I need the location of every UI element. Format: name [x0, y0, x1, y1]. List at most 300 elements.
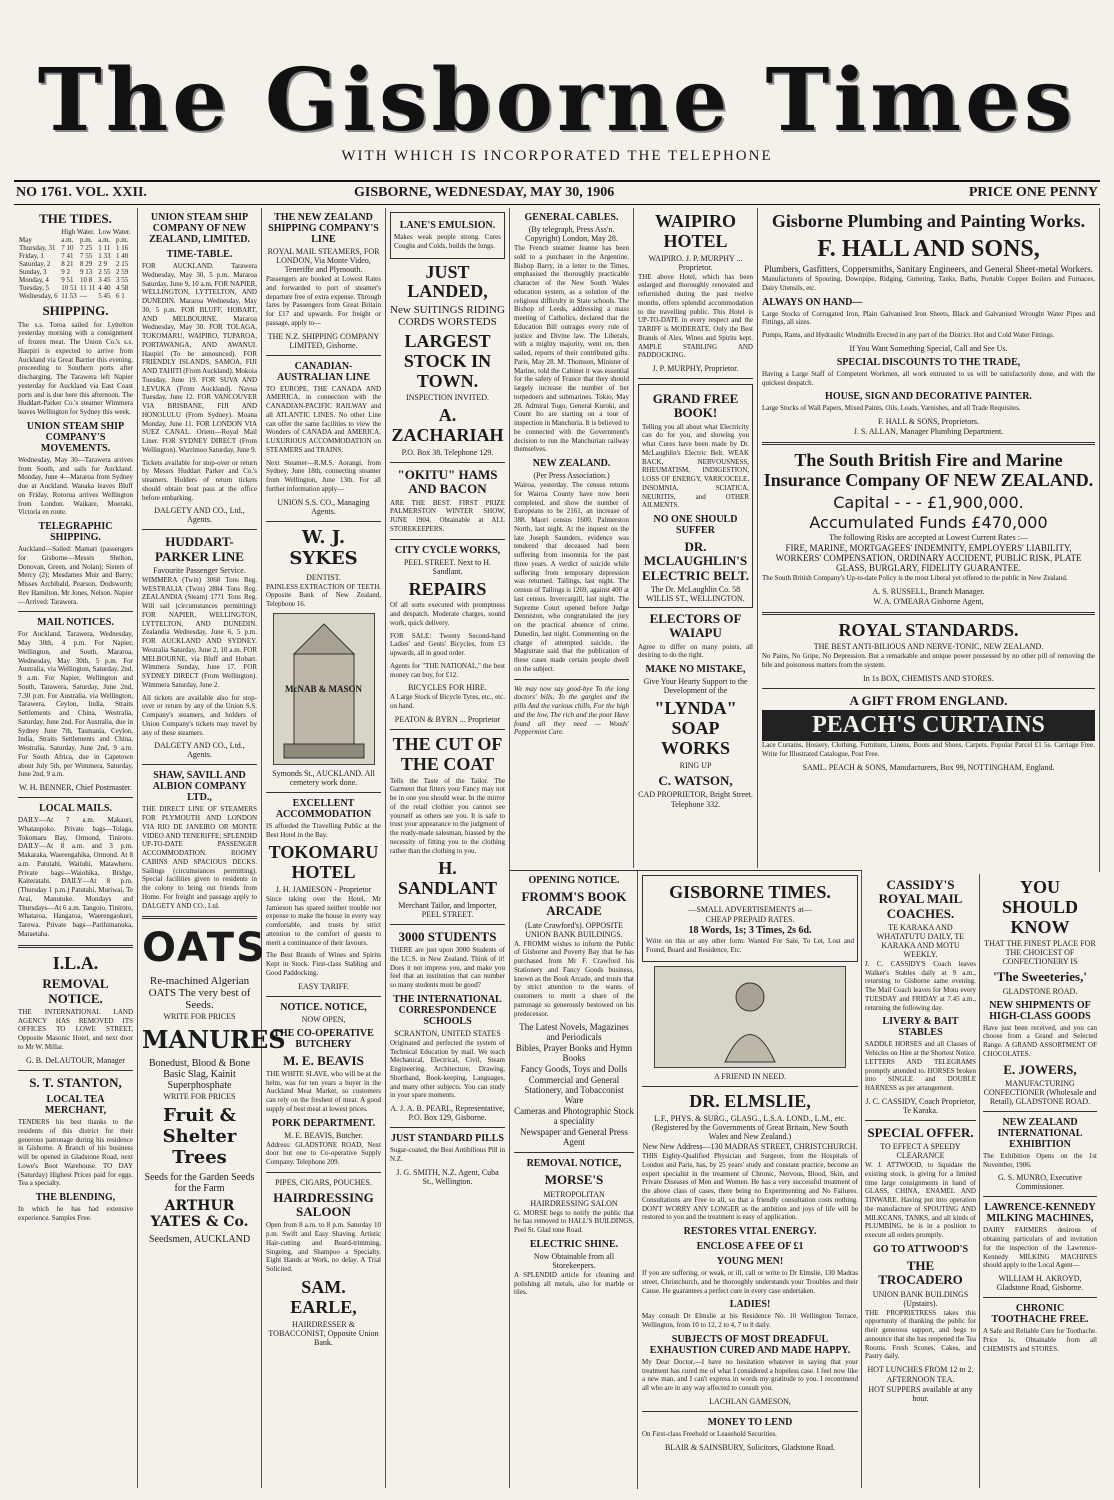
mail-notices-text: For Auckland, Tarawera, Wednesday, May 30th, 4 p.m. For Napier, Wellington, and South, Mararoa, Wednesday, May 30th, 5 p.m. For Australia, via Wellington, Saturday, 2nd, 9 a.m. For Napier, Wellington and South, Tarawera, Saturday, June 2nd, 7.30 p.m. For Australia, via Wellington, Tarawera, Ceylon, India, Straits Settlements and China, Westralia, Saturday, June 2nd. For Australia, due in Sydney June 7th, Tasmania, Ceylon, India, Straits Settlements and China, Westralia, Saturday, June 2nd, 9 a.m. For South Africa, due in Capetown about July 5th, per Wimmera, Saturday, June 2nd, 9 a.m.	[18, 630, 133, 779]
forsale: FOR SALE: Twenty Second-hand Ladies' and Gents' Bicycles, from £3 upwards, all in good order.	[390, 631, 505, 658]
telegraphic-text: Auckland—Sailed: Mamari (passengers for Gisborne—Messrs Shelton, Donovan, Green, and Nolan); Sisters of Mercy (2); Mesdames Muir and Barry; Misses Archibald, Pearson, Dodsworth; Rev Hamilton, Mr Jones, Nelson. Napier—Arrived: Tarawera.	[18, 545, 133, 606]
waipiro-heading: WAIPIRO HOTEL	[654, 211, 736, 251]
tokomaru-text: Since taking over the Hotel, Mr Jamieson has spared neither trouble nor expense to make the house in every way comfortable, and trusts by strict attention to the comfort of guests to merit a continuance of their favours.	[266, 894, 381, 947]
watson-sub: CAD PROPRIETOR, Bright Street.	[638, 789, 753, 799]
risks-note: The South British Company's Up-to-date Policy is the most Liberal yet offered to the public in New Zealand.	[762, 573, 1068, 582]
special-sub: TO EFFECT A SPEEDY CLEARANCE	[880, 1142, 961, 1161]
huddart-text: WIMMERA (Twin) 3068 Tons Reg. WESTRALIA (Twin) 2884 Tons Reg. ZEALANDIA (Steam) 1771 Tons Reg. Will sail (circumstances permitting): FOR NAPIER, WELLINGTON, LYTTELTON, AND DUNEDIN. Zealandia Wednesday, June 6, 5 p.m. FOR AUCKLAND AND SYDNEY. Westralia Saturday, June 2, 10 a.m. FOR MELBOURNE, via Bluff and Hobart. Wimmera Sunday, June 17. FOR SYDNEY DIRECT (From Wellington). Wimmera Saturday, June 2.	[142, 575, 257, 689]
lane-heading: LANE'S EMULSION.	[399, 220, 496, 231]
trocadero: THE TROCADERO	[878, 1257, 963, 1288]
masthead	[14, 10, 1100, 200]
cpr-heading: CANADIAN-AUSTRALIAN LINE	[276, 360, 371, 383]
pills-text: Sugar-coated, the Best Antibilious Pill in N.Z.	[390, 1146, 505, 1163]
friend-illustration	[654, 966, 846, 1068]
blending-heading: THE BLENDING,	[35, 1192, 116, 1204]
nzsc-agents: THE N.Z. SHIPPING COMPANY LIMITED, Gisborne.	[267, 331, 380, 350]
house-text: Large Stocks of Wall Papers, Mixed Paints, Oils, Leads, Varnishes, and all Trade Requisites.	[762, 404, 1021, 413]
notice-heading: NOTICE. NOTICE,	[280, 1001, 367, 1013]
electric-text: Now Obtainable from all Storekeepers.	[533, 1251, 615, 1270]
livery: LIVERY & BAIT STABLES	[882, 1016, 959, 1039]
tides-cell: 6 1	[115, 292, 125, 301]
fromm-text: A. FROMM wishes to inform the Public of Gisborne and Poverty Bay that he has purchased from Mr F. Crawford his Stationery and Fancy Goods business, known as the Book Arcade, and trusts that by strict attention to the wants of customers to merit a share of the patronage so generously bestowed on his predecessor.	[514, 939, 634, 1018]
stanton-sub: LOCAL TEA MERCHANT,	[44, 1094, 107, 1117]
new-ship-text: Have just been received, and you can choose from a Grand and Selected Range. A GRAND ASSORTMENT OF CHOCOLATES.	[983, 1023, 1097, 1058]
newspaper-page	[14, 10, 1100, 1490]
tides-row	[18, 276, 133, 284]
dateline-bar	[14, 180, 1100, 205]
sbf-heading: The South British Fire and Marine Insurance Company OF NEW ZEALAND.	[763, 450, 1094, 490]
earle-sub: HAIRDRESSER & TOBACCONIST, Opposite Union Bank.	[268, 1319, 379, 1347]
now-open: NOW OPEN,	[301, 1014, 346, 1024]
newspaper-title: The Gisborne Times	[37, 50, 1077, 151]
earle-heading: SAM. EARLE,	[290, 1276, 357, 1317]
toothache: CHRONIC TOOTHACHE FREE.	[991, 1303, 1089, 1326]
ring-up: RING UP	[679, 760, 712, 770]
waipiro-sign: J. P. MURPHY, Proprietor.	[652, 364, 739, 374]
mcl-heading: DR. MCLAUGHLIN'S ELECTRIC BELT.	[642, 539, 749, 583]
waipiro-sub: WAIPIRO. J. P. MURPHY ... Proprietor.	[648, 253, 743, 272]
jowers: E. JOWERS,	[1003, 1061, 1077, 1077]
hire-text: A Large Stock of Bicycle Tyres, etc., etc. on hand.	[390, 693, 505, 711]
cables-text: The French steamer Jeanne has been sold to a purchaser in the Argentine. Bishop Barry, in a letter to the Times, emphasised the thoroughly practicable character of the New South Wales education system, as a solution of the religious difficulty in State schools. The Bishop of Leeds, addressing a mass meeting of Catholics, declared that the Education Bill outrages every rule of justice and Divine law. The Liberals, with a mighty majority, went on, then sailed, reports of their contributed gifts. Paris, May 28. M. Thomson, Minister of Marine, told the Cabinet it was essential for the safety of France that they should largely increase the number of her torpedoers and submarines. Tokio, May 28. Admiral Togo, General Kuroki, and Count Ito are starting on a tour of inspection in Manchuria. It is believed to be connected with the Government's decision to run the Manchurian railway themselves.	[514, 244, 629, 454]
times-sub: —SMALL ADVERTISEMENTS at—	[688, 904, 812, 914]
shipping-heading: SHIPPING.	[42, 303, 109, 319]
tides-cell: 10 51	[61, 284, 78, 293]
hair-text: Open from 8 a.m. to 8 p.m. Saturday 10 p.m. Swift and Easy Shaving. Artistic Hair-cutting and Beard-trimming, Singeing, and Shampoo a Specialty. Eight Hands at Work, no delay. A Trial Solicited.	[266, 1221, 381, 1274]
nz-text: Wairoa, yesterday. The census returns for Wairoa County have now been completed, and show the number of Europeans to be 2161, an increase of 388. Maori census 1600. Palmerston North, last night. At the inquest on the late Joseph Saunders, evidence was tendered that deceased had been suffering from insomnia for the past three years. A verdict of suicide while suffering from temporary depression was returned. Tailings, last night. The census of Tailings is 1269, against 400 at last census. Invercargill, last night. The Supreme Court opened before Judge Denniston, who congratulated the jury on the practical absence of crime. Dunedin, last night. Commenting on the charge of attempted suicide, the Magistrate said that the publication of these cases made certain people dwell on the subject.	[514, 481, 629, 673]
pills-heading: JUST STANDARD PILLS	[391, 1133, 504, 1145]
gift-heading: A GIFT FROM ENGLAND.	[849, 692, 1008, 708]
shaw-heading: SHAW, SAVILL AND ALBION COMPANY LTD.,	[152, 770, 247, 804]
issue-number: NO 1761. VOL. XXII.	[16, 185, 147, 200]
tides-cell: 7 41	[61, 252, 74, 261]
always-text: Large Stocks of Corrugated Iron, Plain Galvanised Iron Sheets, Black and Galvanised Wrought Water Pipes and Fittings, all sizes.	[762, 309, 1095, 327]
tides-cell: Sunday, 3	[19, 268, 47, 277]
fromm-list-1: The Latest Novels, Magazines and Periodicals	[519, 1022, 629, 1043]
telephone: Telephone 332.	[670, 799, 721, 809]
times-heading: GISBORNE TIMES.	[669, 882, 831, 902]
sweeteries-head: YOU SHOULD KNOW	[1001, 877, 1079, 937]
mail-notices-heading: MAIL NOTICES.	[37, 617, 114, 629]
fromm-list-5: Cameras and Photographic Stock a speciality	[514, 1106, 634, 1127]
hall-heading: F. HALL AND SONS,	[817, 235, 1040, 262]
local-mails-heading: LOCAL MAILS.	[39, 803, 112, 815]
cpr-note: Next Steamer—R.M.S. Aorangi, from Sydney, June 18th, connecting steamer from Wellington, June 13th. For all further information apply—	[266, 458, 381, 493]
tides-cell: Thursday, 31	[19, 244, 56, 253]
splendid: A SPLENDID article for cleaning and polishing all metals, also for marble or tiles.	[514, 1270, 634, 1297]
beavis-text: THE WHITE SLAVE, who will be at the helm, was for ten years a buyer in the Auckland Meat Market, so customers can rely on the freshest of meat. A good supply of best meat at lowest prices.	[266, 1069, 381, 1113]
blending-text: In which he has had extensive experience. Samples Free.	[18, 1205, 133, 1222]
morse-text: G. MORSE begs to notify the public that he has removed to HALL'S BUILDINGS, Peel St. Glad tone Road.	[514, 1208, 634, 1235]
cycle-addr: PEEL STREET. Next to H. Sandlant.	[403, 557, 492, 576]
nzsc-text: Passengers are booked at Lowest Rates and forwarded to port of steamer's departure free of extra expense. Through fares by Passengers from Great Britain for £17 and upwards. For freight or passage, apply to—	[266, 275, 381, 327]
livery-text: SADDLE HORSES and all Classes of Vehicles on Hire at the Shortest Notice. LETTERS AND TELEGRAMS promptly attended to. HORSES broken into SINGLE and DOUBLE HARNESS as per arrangement.	[865, 1040, 976, 1093]
nzsc-heading: THE NEW ZEALAND SHIPPING COMPANY'S LINE	[268, 212, 379, 245]
fromm-list-6: Newspaper and General Press Agent	[520, 1127, 628, 1148]
mclaughlin-ad	[638, 384, 753, 608]
column-2	[138, 208, 286, 1488]
tides-cell: Friday, 1	[19, 252, 44, 261]
removal-heading: REMOVAL NOTICE.	[42, 976, 109, 1006]
russell: A. S. RUSSELL, Branch Manager.	[872, 586, 985, 596]
tides-cell: 3 55	[115, 276, 129, 285]
removal-sign: G. B. DeLAUTOUR, Manager	[26, 1055, 125, 1065]
exhibition-text: The Exhibition Opens on the 1st November, 1906.	[983, 1151, 1097, 1169]
tides-row	[18, 252, 133, 260]
tides-cell: 5 45	[98, 292, 111, 301]
lynda-heading: "LYNDA" SOAP WORKS	[654, 698, 737, 758]
tides-heading: THE TIDES.	[39, 211, 112, 226]
subjects-text: My Dear Doctor,—I have no hesitation whatever in saying that your treatment has cured me of what I considered a hopeless case. I feel now like a new man, and I can't express in words my gratitude to you. I recommend all who are in any way affected to consult you.	[642, 1357, 858, 1393]
centre-right-col	[642, 871, 858, 1489]
oats-text: Re-machined Algerian OATS The very best of Seeds.	[148, 975, 251, 1012]
cassidy-text: J. C. CASSIDY'S Coach leaves Walker's Stables daily at 9 a.m., returning to Gisborne same evening. The Mail Coach leaves for Motu every TUESDAY and FRIDAY at 7.45 a.m., returning the following day.	[865, 959, 976, 1012]
risks: The following Risks are accepted at Lowest Current Rates :—	[829, 532, 1028, 542]
issue-date: GISBORNE, WEDNESDAY, MAY 30, 1906	[354, 185, 615, 200]
cassidy-col	[862, 874, 980, 1488]
cut-heading: THE CUT OF THE COAT	[392, 733, 503, 774]
tides-row	[18, 284, 133, 292]
landed-heading: JUST LANDED,	[407, 261, 488, 302]
money-text: On First-class Freehold or Leasehold Securities.	[642, 1429, 777, 1438]
elmslie-heading: DR. ELMSLIE,	[689, 1091, 811, 1112]
pills-sign: J. G. SMITH, N.Z. Agent, Cuba St., Wellington.	[396, 1167, 499, 1186]
yates-name: ARTHUR YATES & Co.	[150, 1198, 249, 1231]
toothache-text: A Safe and Reliable Cure for Toothache. Price 1s. Obtainable from all CHEMISTS and STORES.	[983, 1327, 1097, 1353]
column-6	[634, 208, 758, 868]
manures-heading: MANURES	[142, 1025, 286, 1055]
tides-cell: Monday, 4	[19, 276, 49, 285]
ics-text: Originated and perfected the system of Technical Education by mail. We teach Mechanical, Electrical, Civil, Steam Engineering, Architecture, Drawing, Shorthand, Book-keeping, Languages, and many other subjects. You can study in your spare moments.	[390, 1038, 505, 1100]
tides-row	[18, 236, 133, 244]
fromm-list-2: Bibles, Prayer Books and Hymn Books	[515, 1043, 633, 1064]
enclose-fee: ENCLOSE A FEE OF £1	[696, 1241, 804, 1253]
sykes-heading: W. J. SYKES	[289, 526, 358, 569]
huddart-heading: HUDDART-PARKER LINE	[155, 534, 244, 564]
timetable-heading: TIME-TABLE.	[166, 249, 233, 260]
trocadero-text: THE PROPRIETRESS takes this opportunity of thanking the public for their generous support, and begs to announce that she has reopened the Tea Rooms. Fresh Scones, Cakes, and Pastry daily.	[865, 1308, 976, 1361]
column-4	[386, 208, 510, 1488]
tides-cell: 2 15	[115, 260, 129, 269]
grand-free: GRAND FREE BOOK!	[652, 391, 739, 421]
ics-sub: SCRANTON, UNITED STATES	[394, 1028, 501, 1038]
discounts-text: Having a Large Staff of Competent Workmen, all work entrusted to us will be satisfactorily done, and with the quickest despatch.	[762, 369, 1095, 387]
tides-cell: 4 58	[115, 284, 129, 293]
morse-sub: METROPOLITAN HAIRDRESSING SALON	[530, 1189, 618, 1208]
sweeteries: 'The Sweeteries,'	[993, 969, 1087, 985]
tokomaru-sub: The Best Brands of Wines and Spirits Kept in Stock. First-class Stabling and Good Paddocking.	[266, 951, 381, 977]
rates-text: Write on this or any other form: Wanted For Sale, To Let, Lost and Found, Board and Residence, Etc.	[646, 936, 854, 954]
royal-heading: ROYAL STANDARDS.	[838, 619, 1019, 640]
tides-cell: a.m.	[98, 236, 111, 245]
removal-notice: REMOVAL NOTICE,	[526, 1158, 622, 1170]
tides-cell: 9 13	[80, 268, 93, 277]
centre-left-col	[514, 871, 638, 1489]
newspaper-subtitle: WITH WHICH IS INCORPORATED THE TELEPHONE	[341, 148, 773, 164]
pipes: PIPES, CIGARS, POUCHES.	[275, 1177, 372, 1187]
nz-heading: NEW ZEALAND.	[532, 458, 611, 469]
column-5	[510, 208, 634, 868]
suppers: HOT SUPPERS available at any hour.	[868, 1385, 973, 1404]
pumps: Pumps, Rams, and Hydraulic Windmills Erected in any part of the District. Hot and Cold Water Fittings.	[762, 331, 1055, 340]
tides-cell: 9 2	[61, 268, 71, 277]
national: Agents for "THE NATIONAL," the best money can buy, for £12.	[390, 661, 505, 679]
royal-sub: THE BEST ANTI-BILIOUS AND NERVE-TONIC, NEW ZEALAND.	[813, 642, 1044, 652]
students-text: THERE are just upon 3000 Students of the I.C.S. in New Zealand. Think of it! Does it not impress you, and make you feel that an institution that can number so many students must be good?	[390, 946, 505, 990]
gift-text: Lace Curtains, Hosiery, Clothing, Furniture, Linens, Boots and Shoes, Carpets. Popular Parcel £1 5s. Carriage Free. Write for Illustrated Catalogue, Post Free.	[762, 741, 1095, 758]
new-ship: NEW SHIPMENTS OF HIGH-CLASS GOODS	[989, 999, 1091, 1022]
young-text: If you are suffering, or weak, or ill, call or write to Dr Elmslie, 130 Madras street, Christchurch, and he thoroughly understands your Troubles and their Cause. He guarantees a perfect cure in every case undertaken.	[642, 1269, 858, 1295]
fromm-sub: (Late Crawford's). OPPOSITE UNION BANK BUILDINGS.	[524, 920, 624, 939]
zachariah-addr: P.O. Box 38. Telephone 129.	[401, 448, 494, 458]
excellent-heading: EXCELLENT ACCOMMODATION	[275, 797, 372, 820]
gameson: LACHLAN GAMESON,	[709, 1396, 791, 1406]
munro: G. S. MUNRO, Executive Commissioner.	[998, 1173, 1082, 1192]
stanton-text: TENDERS his best thanks to the residents of this district for their generous patronage during his residence in Gisborne. A Branch of his business will be opened in Gladstone Road, next Lowe's Boot Warehouse. TO DAY (Saturday) Highest Prices paid for eggs. Tea a specialty.	[18, 1118, 133, 1188]
fromm-list-4: Commercial and General Stationery, and Tobacconist Ware	[524, 1075, 624, 1106]
electors-text: Agree to differ on many points, all desiring to do the right.	[638, 642, 753, 660]
elmslie-quals: L.F., PHYS. & SURG., GLASG., L.S.A. LOND., L.M., etc. (Registered by the Governments of Great Britain, New South Wales and New Zealand.)	[651, 1114, 849, 1142]
tides-cell: p.m.	[115, 236, 129, 245]
trocadero-sub: UNION BANK BUILDINGS (Upstairs).	[872, 1289, 969, 1308]
exhibition-heading: NEW ZEALAND INTERNATIONAL EXHIBITION	[997, 1116, 1083, 1150]
tariff: EASY TARIFF.	[298, 981, 349, 991]
funds: Accumulated Funds £470,000	[809, 512, 1048, 532]
afternoon: AFTERNOON TEA.	[886, 1375, 955, 1385]
tides-cell: 7 55	[80, 252, 93, 261]
elmslie-text: THIS Eighty-Qualified Physician and Surgeon, from the Hospitals of London and Paris, has, by 25 years' study and constant practice, become an expert specialist in the treatment of Chronic, Nervous, Blood, Skin, and Private Diseases of Men and Women. He has a very successful treatment of the above class of cases, there being no Experimenting and No Failures. Consultations are Free to all, so that a friendly consultation costs nothing. DON'T WORRY ANY LONGER as the ambition and joys of life will be restored to you and the treatment is easy of application.	[642, 1152, 858, 1222]
repairs-heading: REPAIRS	[408, 578, 487, 599]
repairs-text: Of all sorts executed with promptness and despatch. Moderate charges, sound work, quick delivery.	[390, 601, 505, 627]
students-heading: 3000 STUDENTS	[398, 928, 497, 944]
centre-block	[510, 870, 862, 1488]
tides-col-high: High Water.	[61, 228, 95, 237]
support: Give Your Hearty Support to the Development of the	[643, 677, 748, 696]
column-7-lower	[862, 874, 1100, 1488]
peaton: PEATON & BYRN ... Proprietor	[394, 714, 501, 724]
go-to: GO TO ATTWOOD'S	[872, 1243, 969, 1255]
shaw-text: THE DIRECT LINE OF STEAMERS FOR PLYMOUTH AND LONDON VIA RIO DE JANEIRO OR MONTE VIDEO AND TENERIFFE; SPLENDID UP-TO-DATE PASSENGER ACCOMMODATION. ROOMY CABINS AND SPACIOUS DECKS. Sailings (circumstances permitting). Special facilities given to residents in the colony to bring out friends from Home. For freight and passage apply to DALGETY AND CO., Ltd.	[142, 805, 257, 910]
local-mails-text: DAILY—At 7 a.m. Makauri, Whataupoko. Private bags—Tolaga, Tokomaru Bay, Ormond, Tiniroto. DAILY—At 8 a.m. and 3 p.m. Makaraka, Waerengahika, Ormond. At 8 a.m. Patutahi, Waituhi, Matawhero. Private bags—Waiohika, Bridge, Kaiteratahi. DAILY—At 8 p.m. (Thursday 1 p.m.) Patutahi, Muriwai, Te Arai, Manutuke. Mondays and Thursdays—At 6 a.m. Tangoio, Tiniroto, Whataroa, Hangaroa, Waerengaokuri, Tarewa. Private bags—Parihimanuka, Maraetaha.	[18, 816, 133, 938]
peach: SAML. PEACH & SONS, Manufacturers, Box 99, NOTTINGHAM, England.	[802, 762, 1055, 772]
tides-cell: Tuesday, 5	[19, 284, 50, 293]
tokomaru-heading: TOKOMARU HOTEL	[268, 842, 379, 883]
sykes-sub: DENTIST.	[306, 572, 341, 582]
omeara: W. A. O'MEARA Gisborne Agent,	[873, 596, 984, 606]
column-1	[14, 208, 138, 1488]
huddart-note: All tickets are available also for stop-over or return by any of the Union S.S. Company's steamers, and holders of Union Company's tickets may travel by any of these steamers.	[142, 693, 257, 737]
issue-price: PRICE ONE PENNY	[968, 185, 1098, 200]
milking-heading: LAWRENCE-KENNEDY MILKING MACHINES,	[984, 1202, 1096, 1225]
tides-cell: Saturday, 2	[19, 260, 51, 269]
money-heading: MONEY TO LEND	[707, 1416, 793, 1428]
write-for-prices-2: WRITE FOR PRICES	[163, 1092, 236, 1102]
tides-cell: 8 21	[61, 260, 74, 269]
tides-cell: May	[19, 236, 32, 245]
ladies-text: May consult Dr Elmslie at his Residence No. 10 Wellington Terrace, Wellington, from 10 to 12, 2 to 4, 7 to 8 daily.	[642, 1312, 858, 1330]
cables-sub: (By telegraph, Press Ass'n. Copyright) London, May 28.	[525, 225, 618, 243]
subjects: SUBJECTS OF MOST DREADFUL EXHAUSTION CURED AND MADE HAPPY.	[649, 1333, 851, 1356]
tides-cell: 8 29	[80, 260, 93, 269]
sykes-text: PAINLESS EXTRACTION OF TEETH. Opposite Bank of New Zealand, Telephone 16.	[266, 582, 381, 608]
manures-text: Bonedust, Blood & Bone Basic Slag, Kainit Superphosphate	[148, 1058, 251, 1092]
tides-cell: 10 8	[80, 276, 93, 285]
mail-notices-sign: W. H. BENNER, Chief Postmaster.	[18, 783, 133, 793]
sallan: J. S. ALLAN, Manager Plumbing Department.	[853, 427, 1004, 437]
landed-text: New SUITINGS RIDING CORDS WORSTEDS	[390, 304, 505, 329]
waipiro-text: THE above Hotel, which has been enlarged and thoroughly renovated and refurnished during the past twelve months, offers splendid accommodation to the travelling public. This Hotel is UP-TO-DATE in every respect and the TARIFF is MODERATE. Only the Best Brands of Ales, Wines and Spirits kept. AMPLE STABLING AND PADDOCKING.	[638, 272, 753, 360]
electric: ELECTRIC SHINE.	[529, 1238, 619, 1250]
tides-row	[18, 260, 133, 268]
lane-text: Makes weak people strong. Cures Coughs and Colds, builds the lungs.	[394, 233, 501, 250]
excellent-text: IS afforded the Travelling Public at the Best Hotel in the Bay.	[266, 821, 381, 839]
tides-cell: 1 33	[98, 252, 111, 261]
hire: BICYCLES FOR HIRE.	[408, 683, 487, 693]
tides-col-low: Low Water.	[98, 228, 131, 237]
columns	[14, 208, 1100, 1488]
timetable-text: FOR AUCKLAND. Tarawera Wednesday, May 30, 5 p.m. Mararoa Saturday, June 9, 10 a.m. FOR NAPIER, WELLINGTON, LYTTELTON, AND DUNEDIN. Mararoa Wednesday, May 30, 5 p.m. FOR BLUFF, HOBART, AND MELBOURNE. Mararoa Wednesday, May 30. FOR TOLAGA, TOKOMARU, WAIPIRO, TUPAROA, PORTAWANGA, AND AWANUI. Haupiri (To be announced). FOR FRIENDLY ISLANDS, SAMOA, FIJI AND TAHITI (From Auckland). Mokoia Tuesday, June 19. FOR SUVA AND LEVUKA (From Auckland). Navua Tuesday, June 12. FOR VANCOUVER VIA BRISBANE, FIJI AND HONOLULU (From Sydney). Moana Monday, June 11. FOR LONDON VIA SUEZ CANAL. Orient—Royal Mail Liner. FOR SYDNEY DIRECT (From Wellington). Warrimoo Saturday, June 9.	[142, 262, 257, 454]
cpr-text: TO EUROPE, THE CANADA AND AMERICA, in connection with the CANADIAN-PACIFIC RAILWAY and all ATLANTIC LINES. No other Line can offer the same facilities to view the Wonders of CANADA and AMERICA. LUXURIOUS ACCOMMODATION on STEAMERS and TRAINS.	[266, 384, 381, 454]
huddart-sub: Favourite Passenger Service.	[153, 565, 246, 575]
risks-list: FIRE, MARINE, MORTGAGEES' INDEMNITY, EMPLOYERS' LIABILITY, WORKERS' COMPENSATION, ORDINARY ACCIDENT, PUBLIC RISK, PLATE GLASS, BURGLARY, FIDELITY GUARANTEE.	[775, 542, 1082, 573]
friend-caption: A FRIEND IN NEED.	[714, 1072, 786, 1082]
ladies: LADIES!	[729, 1299, 771, 1311]
milking-text: DAIRY FARMERS desirous of obtaining particulars of and invitation for the inspection of the Lawrence-Kennedy MILKING MACHINES should apply to the Local Agent—	[983, 1226, 1097, 1270]
stanton-heading: S. T. STANTON,	[29, 1074, 122, 1090]
tides-cell: —	[80, 292, 88, 301]
royal-price: In 1s BOX, CHEMISTS AND STORES.	[863, 673, 994, 683]
elmslie-addr: New New Address—130 MADRAS STREET, CHRISTCHURCH.	[642, 1142, 858, 1152]
okitu-heading: "OKITU" HAMS AND BACON	[397, 467, 498, 497]
column-7	[758, 208, 1100, 872]
removal-text: THE INTERNATIONAL LAND AGENCY HAS REMOVED ITS OFFICES TO LOWE STREET, Opposite Masonic Hotel, and next door to Mr W. Millar.	[18, 1007, 133, 1051]
cassidy-heading: CASSIDY'S ROYAL MAIL COACHES.	[878, 877, 963, 921]
beavis-addr: Address: GLADSTONE ROAD, Next door but one to Co-operative Supply Company. Telephone 209.	[266, 1140, 381, 1167]
shipping-text: The s.s. Toroa sailed for Lyttelton yesterday morning with a consignment of frozen meat. The Union Co.'s s.s. Haupiri is expected to arrive from Auckland via Great Barrier this evening, proceeding to Southern ports after discharging. The Tarawera left Napier yesterday for Auckland via East Coast ports and is due here this afternoon. The Huddart-Parker Co.'s steamer Wimmera leaves Wellington for Sydney this week.	[18, 320, 133, 417]
inspection: INSPECTION INVITED.	[405, 393, 490, 403]
tides-row	[18, 244, 133, 252]
money-sign: BLAIR & SAINSBURY, Solicitors, Gladstone Road.	[664, 1442, 836, 1452]
royal-text: No Pains, No Gripe, No Depression. But a remarkable and unique power possessed by no other pill of removing the bile and poisonous matters from the system.	[762, 652, 1095, 670]
mistake: MAKE NO MISTAKE,	[645, 664, 746, 676]
tides-cell: 11 53	[61, 292, 77, 301]
cassidy-sub: TE KARAKA AND WHATATUTU DAILY, TE KARAKA AND MOTU WEEKLY.	[876, 922, 965, 959]
capital: Capital - - - £1,900,000.	[833, 492, 1024, 512]
young-men: YOUNG MEN!	[716, 1256, 784, 1268]
zachariah: A. ZACHARIAH	[391, 405, 504, 446]
grog-verse: We may now say good-bye To the long doctors' bills, To the gargles and the pills And the various chills, For the high and the low, The rich and the poor Have found all they need — Woods' Peppermint Cure.	[514, 684, 629, 737]
vital-energy: RESTORES VITAL ENERGY.	[683, 1226, 817, 1238]
gladstone: GLADSTONE ROAD.	[1002, 986, 1078, 996]
beavis-sign: M. E. BEAVIS, Butcher.	[284, 1130, 363, 1140]
jowers-sub: MANUFACTURING CONFECTIONER (Wholesale and Retail), GLADSTONE ROAD.	[983, 1078, 1097, 1106]
opening: OPENING NOTICE.	[528, 875, 620, 886]
tides-cell: 7 25	[80, 244, 93, 253]
tides-cell: a.m.	[61, 236, 74, 245]
union-movements-text: Wednesday, May 30—Tarawera arrives from South, and sails for Auckland. Monday, June 4—Mararoa from Sydney due at Auckland. Wanaka leaves Bluff on Friday. Rotorua arrives Wellington from London. Waikare, Moeraki, Victoria en route.	[18, 455, 133, 517]
small-ads-box	[642, 875, 858, 962]
pork-heading: PORK DEPARTMENT.	[271, 1117, 376, 1129]
tides-cell: p.m.	[80, 236, 93, 245]
cycle-heading: CITY CYCLE WORKS,	[394, 544, 501, 556]
rates: 18 Words, 1s; 3 Times, 2s 6d.	[688, 924, 812, 936]
ics-sign: A. J. A. B. PEARL, Representative, P.O. Box 129, Gisborne.	[390, 1104, 505, 1123]
hall-text: Manufacturers of Spouting, Downpipe, Ridging, Guttering, Tanks, Baths, Portable Copper Boilers and Furnaces, Dairy Utensils, etc.	[762, 275, 1095, 292]
tides-cell: 1 40	[115, 252, 129, 261]
tides-cell: 1 11	[98, 244, 111, 253]
tides-cell: 2 59	[115, 268, 129, 277]
mcnab-heading: McNAB & MASON	[285, 683, 362, 694]
fromm-heading: FROMM'S BOOK ARCADE	[521, 889, 627, 919]
tides-row	[18, 292, 133, 300]
fruit-heading: Fruit & Shelter Trees	[162, 1105, 237, 1169]
tides-cell: 11 11	[80, 284, 96, 293]
hall-sub: Plumbers, Gasfitters, Coppersmiths, Sanitary Engineers, and General Sheet-metal Workers.	[764, 264, 1093, 275]
want: If You Want Something Special, Call and See Us.	[849, 343, 1008, 353]
ics-heading: THE INTERNATIONAL CORRESPONDENCE SCHOOLS	[393, 993, 502, 1027]
cables-heading: GENERAL CABLES.	[524, 212, 619, 223]
hair-heading: HAIRDRESSING SALOON	[273, 1189, 374, 1220]
timetable-note: Tickets available for stop-over or return by Messrs Huddart Parker and Co.'s steamers. Holders of return tickets should obtain boat pass at the office before embarking.	[142, 458, 257, 502]
morse-heading: MORSE'S	[544, 1172, 604, 1188]
sweeteries-col	[980, 874, 1100, 1488]
oats-heading: OATS	[142, 925, 267, 972]
nzsc-sub: ROYAL MAIL STEAMERS, FOR LONDON, Via Monte Video, Teneriffe and Plymouth.	[267, 247, 380, 274]
house: HOUSE, SIGN AND DECORATIVE PAINTER.	[825, 391, 1032, 403]
lace-banner: PEACH'S CURTAINS	[762, 710, 1095, 741]
beavis-name: M. E. BEAVIS	[283, 1052, 364, 1068]
tides-table	[18, 228, 133, 300]
column-3	[262, 208, 386, 1488]
cpr-agents: UNION S.S. CO., Managing Agents.	[277, 497, 370, 516]
mcnab-text: Symonds St., AUCKLAND. All cemetery work done.	[272, 768, 375, 787]
union-movements-heading: UNION STEAM SHIP COMPANY'S MOVEMENTS.	[26, 420, 125, 454]
cassidy-sign: J. C. CASSIDY, Coach Proprietor, Te Karaka.	[865, 1096, 976, 1115]
tides-cell: 9 51	[61, 276, 74, 285]
union-company-heading: UNION STEAM SHIP COMPANY OF NEW ZEALAND, LIMITED.	[149, 212, 250, 245]
watson: C. WATSON,	[658, 772, 733, 788]
akroyd: WILLIAM H. AKROYD, Gladstone Road, Gisborne.	[996, 1274, 1084, 1293]
fruit-text: Seeds for the Garden Seeds for the Farm	[144, 1172, 255, 1195]
tides-cell: 3 45	[98, 276, 111, 285]
electors-heading: ELECTORS OF WAIAPU	[649, 611, 742, 641]
mcl-addr: The Dr. McLaughlin Co. 58 WILLIS ST., WELLINGTON.	[646, 585, 745, 604]
tides-cell: 1 16	[115, 244, 129, 253]
grand-text: Telling you all about what Electricity can do for you, and showing you what Cures have been made by Dr. McLaughlin's Electric Belt. WEAK BACK, NERVOUSNESS, RHEUMATISM, INDIGESTION, LOSS OF ENERGY, VARICOCELE, INSOMNIA, SCIATICA, NEURITIS, and OTHER AILMENTS.	[642, 422, 749, 510]
tides-cell: 2 9	[98, 260, 107, 269]
cut-text: Tells the Taste of the Tailor. The Garment that fitters your Fancy may not be in one you should wear. In the mirror of the retail clothier you cannot see yourself as others see you. It is safe to trust your appearance to the judgment of the ready-made salesman, biassed by the necessity of fitting you to the clothing rather than the clothing to you.	[390, 776, 505, 855]
timetable-agents: DALGETY AND CO., Ltd., Agents.	[154, 506, 245, 525]
mcnab-monument-illustration	[273, 613, 375, 765]
special: SPECIAL OFFER.	[867, 1124, 974, 1140]
figure-icon	[655, 967, 845, 1067]
yates-sub: Seedsmen, AUCKLAND	[148, 1234, 251, 1246]
write-for-prices: WRITE FOR PRICES	[163, 1012, 236, 1022]
plumbing-heading: Gisborne Plumbing and Painting Works.	[771, 211, 1086, 231]
nz-sub: (Per Press Association.)	[533, 471, 610, 480]
lane-ad	[390, 212, 505, 259]
coop-heading: THE CO-OPERATIVE BUTCHERY	[273, 1027, 374, 1050]
attwood-text: W. J. ATTWOOD, to liquidate the existing stock, is giving for a limited time large consignments in hand of GLASS, CHINA, ENAMEL AND TINWARE. Having put into operation the manufacture of SPOUTING AND MILKCANS, TANKS, and all kinds of PLUMBING, he is in a position to execute all orders promptly.	[865, 1161, 976, 1240]
ila-heading: I.L.A.	[52, 952, 99, 973]
huddart-agents: DALGETY AND CO., Ltd., Agents.	[154, 741, 245, 760]
telegraphic-heading: TELEGRAPHIC SHIPPING.	[38, 521, 113, 544]
sandlant-sub: Merchant Tailor, and Importer, PEEL STREET.	[398, 900, 497, 919]
sweeteries-sub: THAT THE FINEST PLACE FOR THE CHOICEST OF CONFECTIONERY IS	[984, 939, 1096, 967]
tides-cell: Wednesday, 6	[19, 292, 58, 301]
sandlant-heading: H. SANDLANT	[397, 858, 498, 899]
tides-row	[18, 268, 133, 276]
